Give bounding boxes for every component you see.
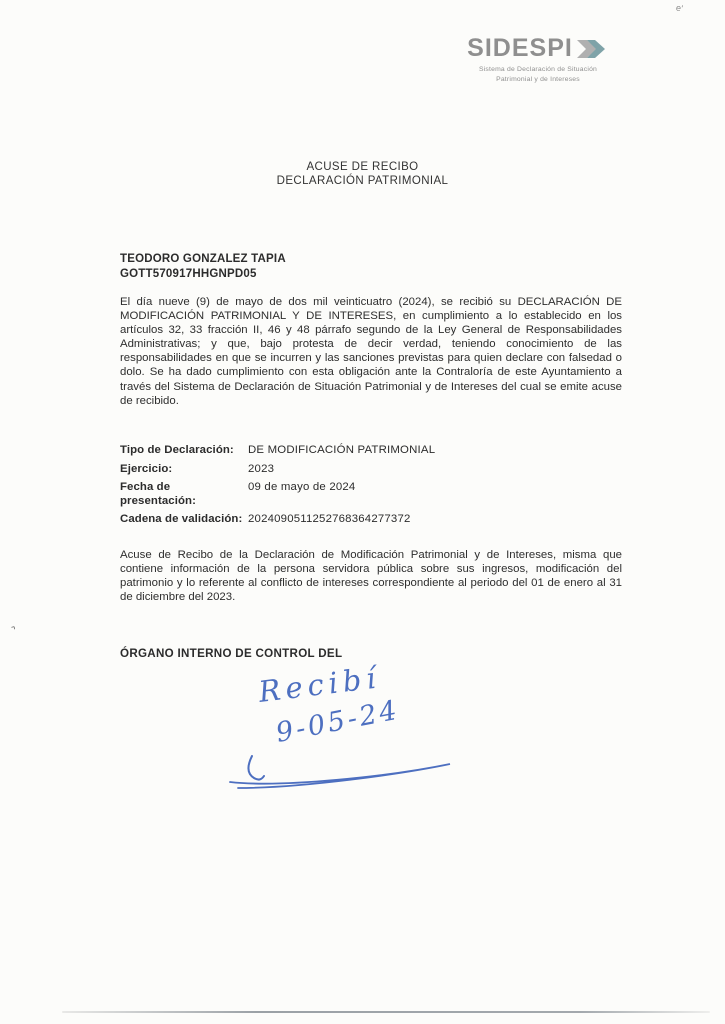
logo-row bbox=[467, 34, 609, 63]
logo-wordmark: SIDESPI bbox=[467, 34, 573, 62]
recipient-block bbox=[120, 252, 286, 282]
declaration-fields bbox=[120, 444, 600, 532]
logo-tagline bbox=[479, 65, 597, 85]
document-title bbox=[0, 160, 725, 188]
field-row-ejercicio bbox=[120, 463, 600, 477]
logo-double-chevron-icon bbox=[575, 37, 609, 61]
recipient-name: TEODORO GONZALEZ TAPIA bbox=[120, 253, 286, 265]
body-paragraph: El día nueve (9) de mayo de dos mil veinticuatro (2024), se recibió su DECLARACIÓN DE MODIFICACIÓN PATRIMONIAL Y DE INTERESES, en cumplimiento a lo establecido en los artículos 32, 33 fracción II, 46 y 48 párrafo segundo de la Ley General de Responsabilidades Administrativas; y que, bajo protesta de decir verdad, teniendo conocimiento de las responsabilidades en que se incurren y las sanciones previstas para quien declare con falsedad o dolo. Se ha dado cumplimiento con esta obligación ante la Contraloría de este Ayuntamiento a través del Sistema de Declaración de Situación Patrimonial y de Intereses del cual se emite acuse de recibido. bbox=[120, 296, 622, 407]
field-value: DE MODIFICACIÓN PATRIMONIAL bbox=[248, 444, 436, 456]
field-value: 09 de mayo de 2024 bbox=[248, 481, 356, 493]
field-label: Ejercicio: bbox=[120, 462, 173, 475]
field-label: Tipo de Declaración: bbox=[120, 444, 234, 456]
scan-edge-line bbox=[62, 1011, 710, 1013]
recipient-curp: GOTT570917HHGNPD05 bbox=[120, 268, 257, 280]
title-line2: DECLARACIÓN PATRIMONIAL bbox=[276, 175, 449, 187]
handwriting-date: 9-05-24 bbox=[273, 694, 403, 749]
field-row-fecha bbox=[120, 481, 600, 508]
field-row-cadena bbox=[120, 513, 600, 527]
handwritten-note bbox=[212, 664, 482, 804]
field-label: Fecha de presentación: bbox=[120, 481, 196, 507]
handwriting-flourish bbox=[248, 756, 264, 780]
sidespi-logo bbox=[448, 34, 628, 85]
handwriting-word-recibi: Recibí bbox=[256, 664, 383, 709]
field-value: 2023 bbox=[248, 462, 275, 475]
scan-artifact-left-margin: › bbox=[8, 623, 20, 632]
title-line1: ACUSE DE RECIBO bbox=[306, 161, 419, 173]
field-row-tipo bbox=[120, 444, 600, 458]
issuer-line: ÓRGANO INTERNO DE CONTROL DEL bbox=[120, 647, 343, 660]
logo-tagline-line1: Sistema de Declaración de Situación bbox=[478, 66, 598, 73]
scan-artifact-top-right: e' bbox=[675, 2, 684, 14]
closing-paragraph: Acuse de Recibo de la Declaración de Modificación Patrimonial y de Intereses, misma que contiene información de la persona servidora pública sobre sus ingresos, modificación del patrimonio y lo referente al conflicto de intereses correspondiente al periodo del 01 de enero al 31 de diciembre del 2023. bbox=[120, 549, 622, 604]
field-value: 2024090511252768364277372 bbox=[248, 513, 411, 525]
field-label: Cadena de validación: bbox=[120, 513, 243, 525]
logo-tagline-line2: Patrimonial y de Intereses bbox=[496, 75, 580, 83]
